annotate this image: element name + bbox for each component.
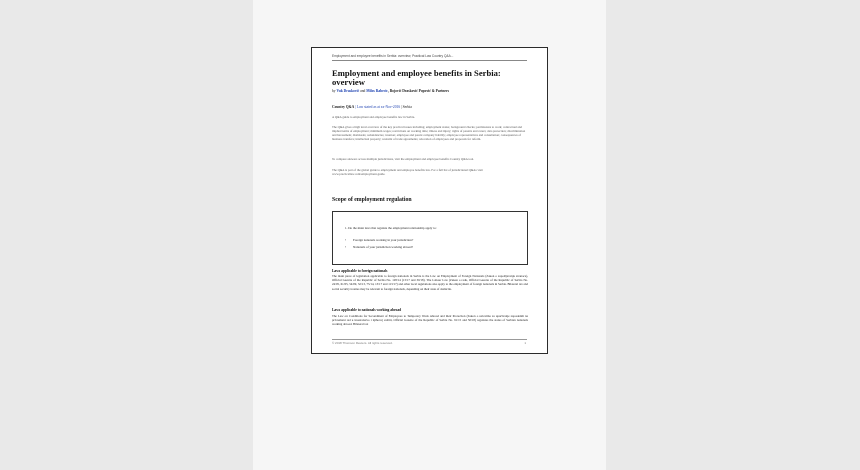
country-line: Country Q&A | Law stated as at xx-Nov-2016 | Serbia [332, 105, 412, 109]
bullet-item: • Nationals of your jurisdiction working abroad? [353, 245, 413, 249]
author-link-2[interactable]: Milos Rabecic [366, 89, 388, 93]
byline-prefix: by [332, 89, 336, 93]
question-box [332, 211, 528, 265]
document-page [311, 47, 548, 354]
body-nationals-abroad: The Law on Conditions for Secondment of Employees to Temporary Work Abroad and their Protection (Zakon o uslovima za upućivanje zaposlenih na privremeni rad u inostranstvo i njihovoj zaštiti, Official Gazette of the Republic of Serbia No. 91/15 and 50/18) regulates the status of Serbian nationals working abroad. Bilateral tax [332, 314, 528, 327]
body-foreign-nationals: The main piece of legislation applicable to foreign nationals in Serbia is the Law on Employment of Foreign Nationals (Zakon o zapošljavanju stranaca), Official Gazette of the Republic of Serbia No. 128/14 (13/17 and 30/18). The Labour Law (Zakon o radu, Official Gazette of the Republic of Serbia No. 24/05, 61/05, 54/09, 32/13, 75/14, 13/17 and 113/17) and other local regulations also apply to the employment of foreign nationals in Serbia. Bilateral tax and social security treaties may be relevant to foreign nationals, depending on their state of domicile. [332, 274, 528, 291]
document-title: Employment and employee benefits in Serbia: overview [332, 68, 501, 88]
jurisdiction-label: | Serbia [401, 105, 412, 109]
firm-name: , Bojović Drasković Popović & Partners [387, 89, 450, 93]
section-heading: Scope of employment regulation [332, 197, 412, 203]
running-header: Employment and employee benefits in Serbia: overview, Practical Law Country Q&A... [332, 54, 454, 58]
question-text: 1. Do the main laws that regulate the employment relationship apply to: [345, 226, 437, 230]
byline [332, 89, 449, 93]
page-number: 1 [524, 341, 526, 345]
series-note: The Q&A is part of the global guide to employment and employee benefits law. For a full list of jurisdictional Q&As visit www.practicallaw.com/employment-guide. [332, 168, 483, 177]
subheading-nationals-abroad: Laws applicable to nationals working abroad [332, 308, 402, 312]
byline-and: and [360, 89, 366, 93]
copyright-footer: © 2018 Thomson Reuters. All rights reserved. [332, 341, 393, 345]
bullet-item: • Foreign nationals working in your jurisdiction? [353, 238, 413, 242]
compare-note: To compare answers across multiple jurisdictions, visit the employment and employee benefits Country Q&A tool. [332, 157, 475, 161]
intro-overview: The Q&A gives a high level overview of the key practical issues including; employment status; background checks; permissions to work; contractual and implied terms of employment; minimum wages; restrictions on working time; illness and injury; rights of parents and carers; data protection; discrimination and harassment; dismissals; redundancies; taxation; employee and parent company liability; employee representatives and consultation; consequences of business transfers; intellectual property; restraint of trade agreements; relocation of employees and proposals for reform. [332, 125, 526, 142]
country-qa-label: Country Q&A [332, 105, 355, 109]
header-divider [332, 60, 527, 61]
author-link-1[interactable]: Vuk Drasković [336, 89, 360, 93]
subheading-foreign-nationals: Laws applicable to foreign nationals [332, 269, 388, 273]
law-stated-link[interactable]: Law stated as at xx-Nov-2016 [356, 105, 401, 109]
footer-divider [332, 339, 527, 340]
intro-summary: A Q&A guide to employment and employee benefits law in Serbia. [332, 115, 416, 119]
